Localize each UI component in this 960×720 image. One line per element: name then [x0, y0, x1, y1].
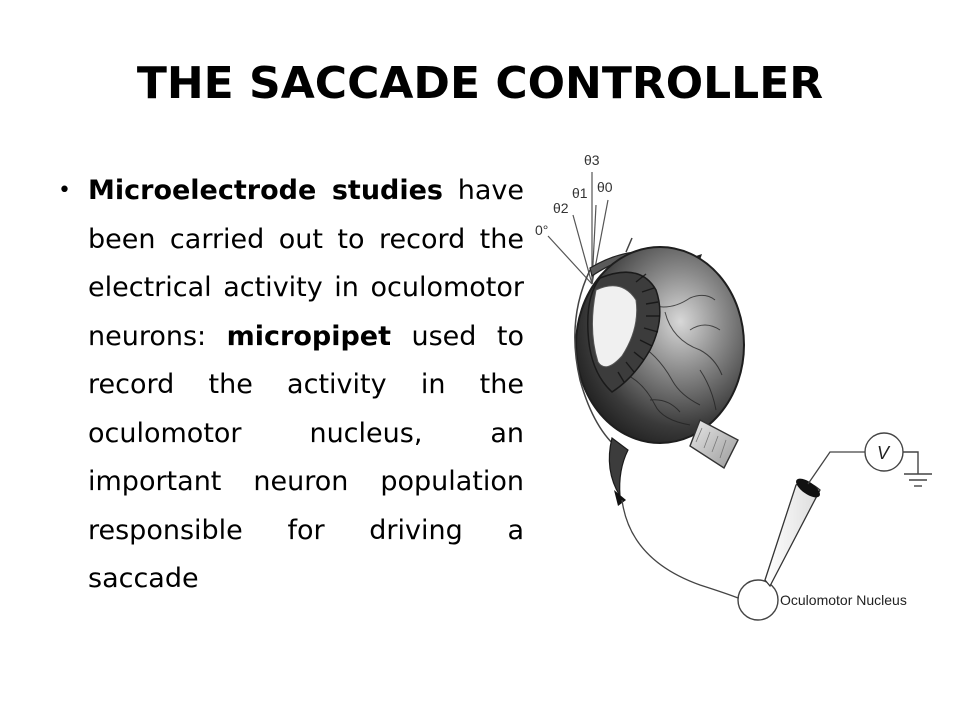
ground-symbol — [903, 452, 932, 486]
bullet-icon: • — [58, 178, 71, 203]
theta2-label: θ2 — [553, 200, 569, 216]
globe-outline-outer — [626, 238, 632, 252]
angle-labels — [535, 152, 613, 238]
theta0-label: θ0 — [597, 179, 613, 195]
lower-muscle — [609, 438, 628, 496]
voltmeter-label: V — [877, 443, 890, 463]
optic-nerve — [690, 420, 738, 468]
oculomotor-nucleus-circle — [738, 580, 778, 620]
bullet-item — [58, 167, 524, 604]
zero-degree-label: 0° — [535, 222, 549, 238]
paragraph-text-2: used to record the activity in the oculomotor nucleus, an important neuron population responsible for driving a saccade — [88, 320, 524, 594]
emphasis-microelectrode: Microelectrode studies — [88, 175, 443, 206]
bullet-paragraph — [88, 167, 524, 604]
paragraph-text-1: have been carried out to record the electrical activity in oculomotor neurons: — [88, 175, 524, 352]
theta3-label: θ3 — [584, 152, 600, 168]
emphasis-micropipet: micropipet — [226, 320, 392, 352]
eye-diagram — [525, 135, 945, 655]
oculomotor-nucleus-label: Oculomotor Nucleus — [780, 592, 907, 608]
body-text — [58, 167, 524, 604]
nerve-path — [622, 500, 738, 598]
slide-title: THE SACCADE CONTROLLER — [136, 58, 824, 109]
probe-wire — [808, 452, 866, 484]
micropipet — [765, 482, 820, 586]
theta1-label: θ1 — [572, 185, 588, 201]
